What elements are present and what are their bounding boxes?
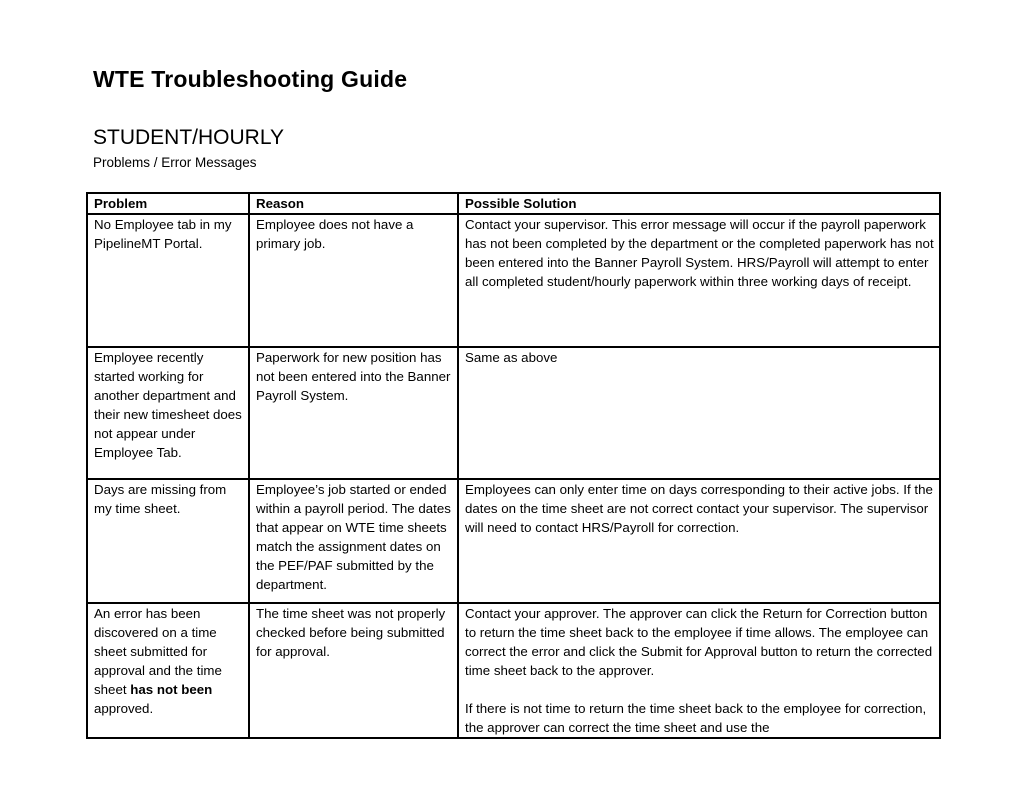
solution-cell: Same as above xyxy=(458,347,940,479)
solution-cell xyxy=(458,603,940,738)
reason-cell: Employee’s job started or ended within a payroll period. The dates that appear on WTE time sheets match the assignment dates on the PEF/PAF submitted by the department. xyxy=(249,479,458,603)
table-row xyxy=(87,347,940,479)
column-header-reason: Reason xyxy=(249,193,458,214)
problem-text-end: approved. xyxy=(94,701,154,716)
reason-cell: Paperwork for new position has not been entered into the Banner Payroll System. xyxy=(249,347,458,479)
table-header-row xyxy=(87,193,940,214)
troubleshooting-table xyxy=(86,192,941,739)
problem-cell: No Employee tab in my PipelineMT Portal. xyxy=(87,214,249,347)
solution-cell: Employees can only enter time on days corresponding to their active jobs. If the dates on the time sheet are not correct contact your supervisor. The supervisor will need to contact HRS/Payroll for correction. xyxy=(458,479,940,603)
section-subtitle: Problems / Error Messages xyxy=(93,155,257,170)
table-row xyxy=(87,603,940,738)
problem-cell: Days are missing from my time sheet. xyxy=(87,479,249,603)
section-heading: STUDENT/HOURLY xyxy=(93,126,284,149)
solution-paragraph: If there is not time to return the time sheet back to the employee for correction, the approver can correct the time sheet and use the xyxy=(465,701,927,735)
problem-cell xyxy=(87,603,249,738)
problem-text-emphasis: has not been xyxy=(130,682,213,697)
solution-cell: Contact your supervisor. This error message will occur if the payroll paperwork has not been completed by the department or the completed paperwork has not been entered into the Banner Payroll System. HRS/Payroll will attempt to enter all completed student/hourly paperwork within three working days of receipt. xyxy=(458,214,940,347)
reason-cell: The time sheet was not properly checked before being submitted for approval. xyxy=(249,603,458,738)
solution-paragraph: Contact your approver. The approver can click the Return for Correction button to return the time sheet back to the employee if time allows. The employee can correct the error and click the Submit for Approval button to return the corrected time sheet back to the approver. xyxy=(465,606,933,678)
problem-text: An error has been discovered on a time sheet submitted for approval and the time sheet xyxy=(94,606,222,697)
column-header-solution: Possible Solution xyxy=(458,193,940,214)
column-header-problem: Problem xyxy=(87,193,249,214)
table-row xyxy=(87,479,940,603)
document-title: WTE Troubleshooting Guide xyxy=(93,66,408,92)
problem-cell: Employee recently started working for another department and their new timesheet does not appear under Employee Tab. xyxy=(87,347,249,479)
reason-cell: Employee does not have a primary job. xyxy=(249,214,458,347)
table-row xyxy=(87,214,940,347)
